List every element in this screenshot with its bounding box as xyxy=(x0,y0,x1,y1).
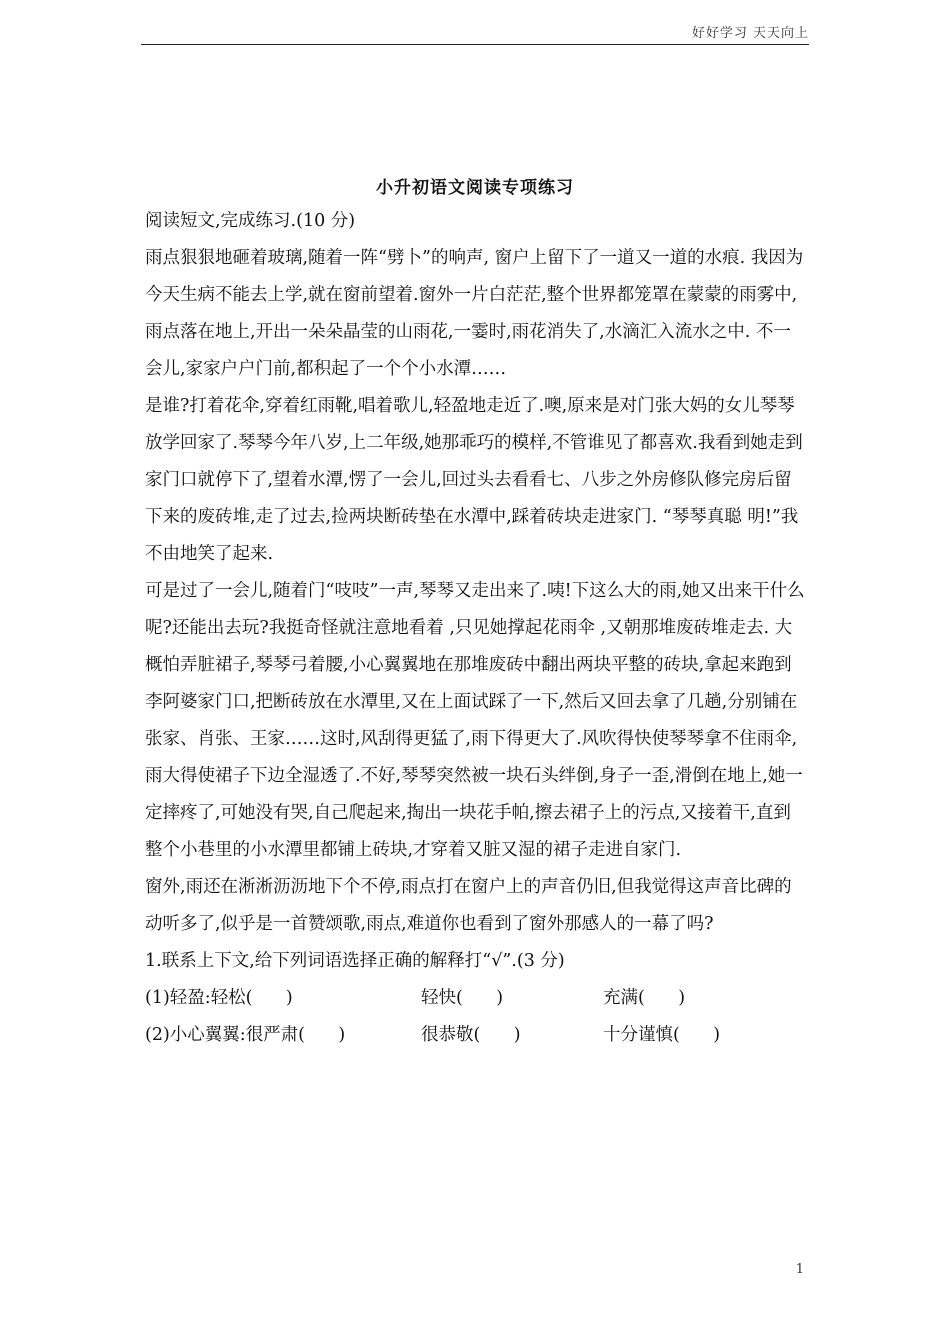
option-c: 充满( ) xyxy=(603,988,686,1008)
question-1-prompt: 1.联系上下文,给下列词语选择正确的解释打“√”.(3 分) xyxy=(145,951,565,971)
option-a: 很严肃( ) xyxy=(245,1025,346,1045)
paragraph-1: 雨点狠狠地砸着玻璃,随着一阵“劈卜”的响声, 窗户上留下了一道又一道的水痕. 我因为今天生病不能去上学,就在窗前望着.窗外一片白茫茫,整个世界都笼罩在蒙蒙的雨雾中,雨点落在地上,开出一朵朵晶莹的山雨花,一霎时,雨花消失了,水滴汇入流水之中. 不一会儿,家家户户门前,都积起了一个个小水潭…… xyxy=(145,248,804,379)
question-1-item-1 xyxy=(145,980,805,1017)
option-b: 轻快( ) xyxy=(421,988,504,1008)
question-1-item-2 xyxy=(145,1017,805,1054)
option-a: 轻松( ) xyxy=(210,988,293,1008)
instruction-text: 阅读短文,完成练习.(10 分) xyxy=(145,211,356,231)
header-motto: 好好学习 天天向上 xyxy=(691,26,809,41)
question-1-item-2-first xyxy=(145,1017,421,1054)
option-b: 很恭敬( ) xyxy=(421,1025,521,1045)
page-title: 小升初语文阅读专项练习 xyxy=(376,178,574,198)
item-label: (2)小心翼翼: xyxy=(145,1025,246,1045)
document-body xyxy=(145,203,805,1054)
question-1-item-1-first xyxy=(145,980,421,1017)
page-number: 1 xyxy=(795,1262,804,1277)
header-divider xyxy=(141,44,809,45)
paragraph-2: 是谁?打着花伞,穿着红雨靴,唱着歌儿,轻盈地走近了.噢,原来是对门张大妈的女儿琴琴放学回家了.琴琴今年八岁,上二年级,她那乖巧的模样,不管谁见了都喜欢.我看到她走到家门口就停下了,望着水潭,愣了一会儿,回过头去看看七、八步之外房修队修完房后留下来的废砖堆,走了过去,捡两块断砖垫在水潭中,踩着砖块走进家门. “琴琴真聪 明!”我不由地笑了起来. xyxy=(145,396,803,564)
item-label: (1)轻盈: xyxy=(145,988,211,1008)
option-c: 十分谨慎( ) xyxy=(603,1025,721,1045)
paragraph-3: 可是过了一会儿,随着门“吱吱”一声,琴琴又走出来了.咦!下这么大的雨,她又出来干什么呢?还能出去玩?我挺奇怪就注意地看着 ,只见她撑起花雨伞 ,又朝那堆废砖堆走去. 大概怕弄脏裙子,琴琴弓着腰,小心翼翼地在那堆废砖中翻出两块平整的砖块,拿起来跑到李阿婆家门口,把断砖放在水潭里,又在上面试踩了一下,然后又回去拿了几趟,分别铺在张家、肖张、王家……这时,风刮得更猛了,雨下得更大了.风吹得快使琴琴拿不住雨伞,雨大得使裙子下边全湿透了.不好,琴琴突然被一块石头绊倒,身子一歪,滑倒在地上,她一定摔疼了,可她没有哭,自己爬起来,掏出一块花手帕,擦去裙子上的污点,又接着干,直到整个小巷里的小水潭里都铺上砖块,才穿着又脏又湿的裙子走进自家门. xyxy=(145,581,805,860)
paragraph-4: 窗外,雨还在淅淅沥沥地下个不停,雨点打在窗户上的声音仍旧,但我觉得这声音比碑的动听多了,似乎是一首赞颂歌,雨点,难道你也看到了窗外那感人的一幕了吗? xyxy=(145,877,792,934)
